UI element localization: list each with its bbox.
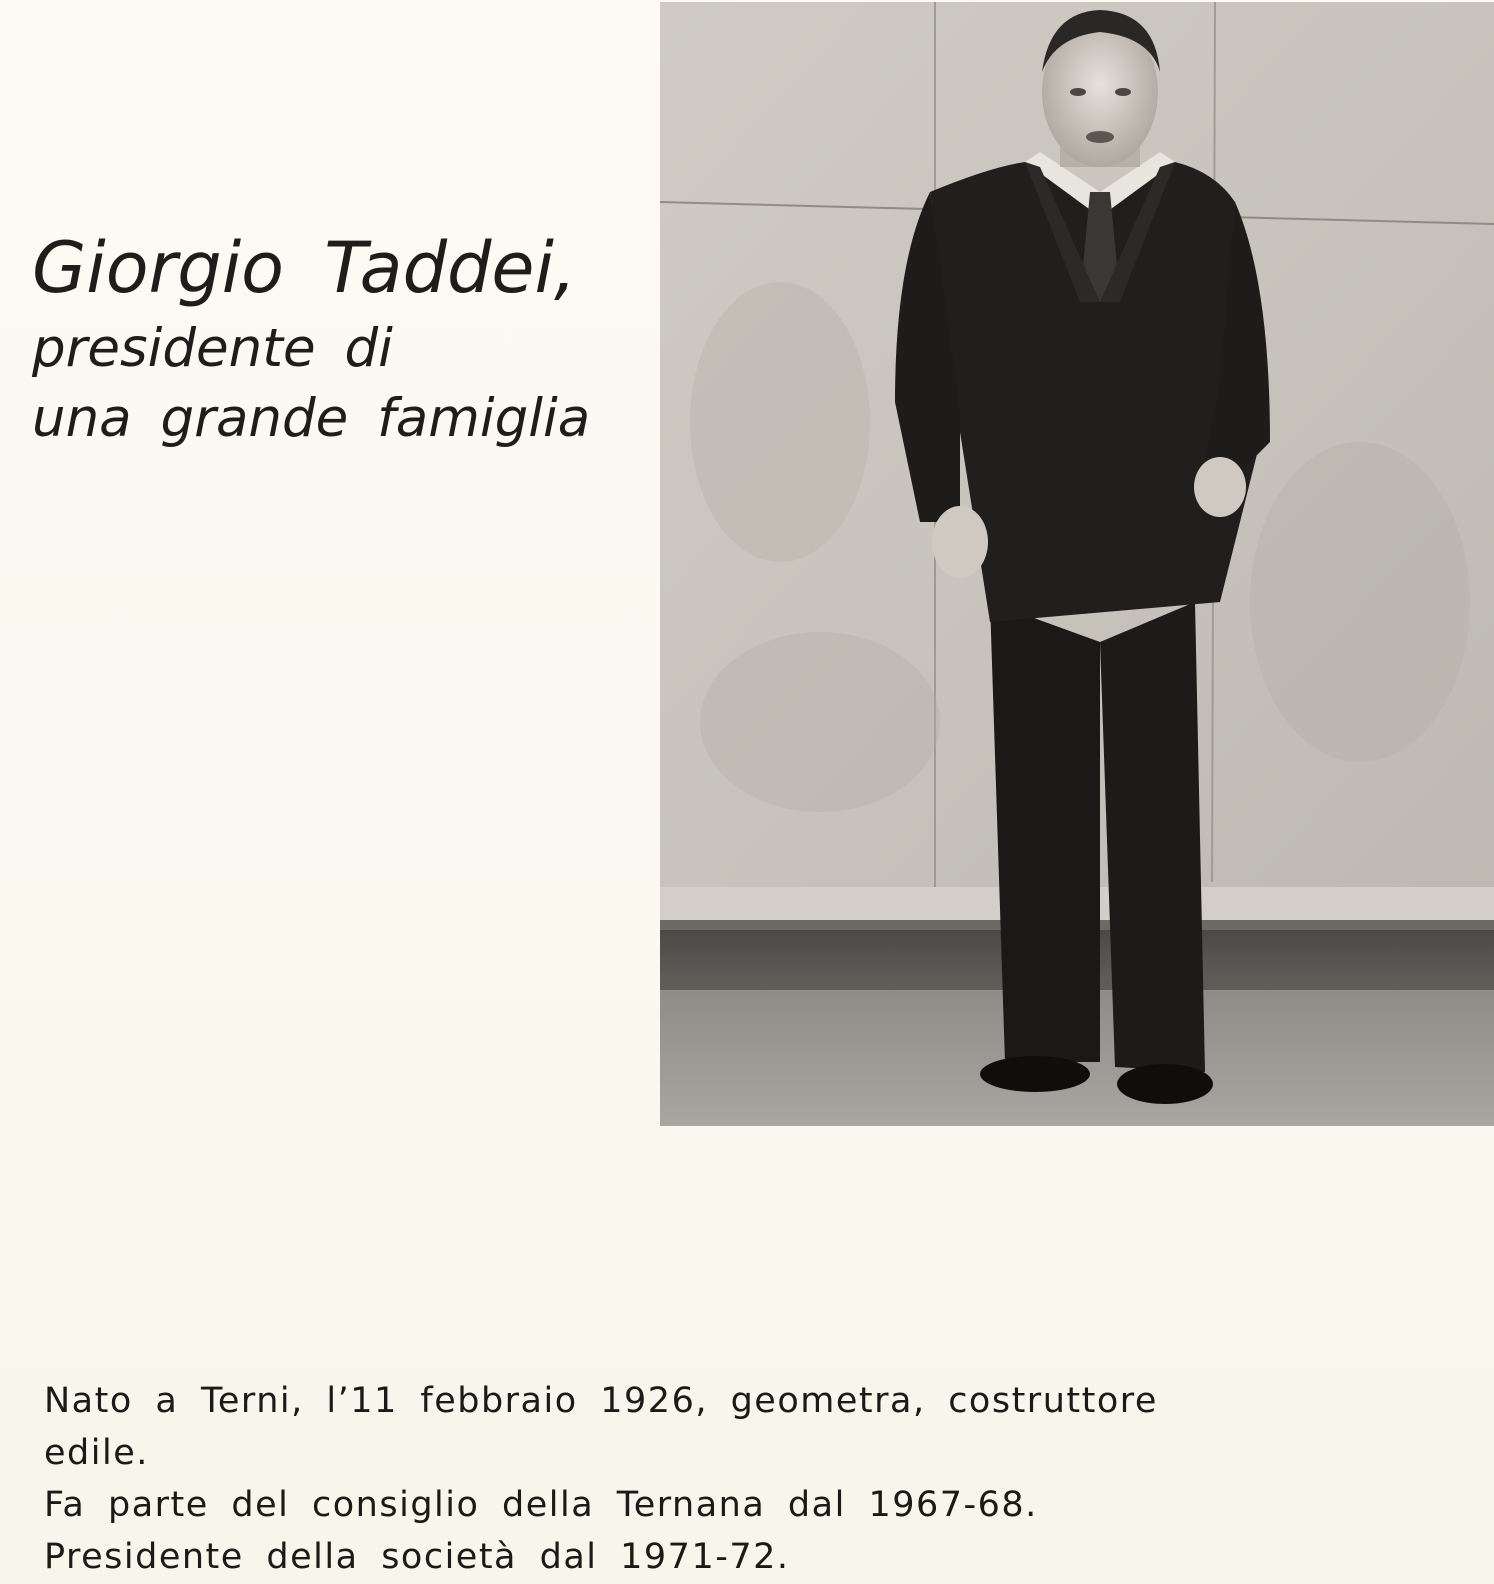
caption-line: Fa parte del consiglio della Ternana dal 1967-68. bbox=[44, 1485, 1038, 1525]
headline-name: Giorgio Taddei, bbox=[32, 227, 577, 309]
caption-line: edile. bbox=[44, 1433, 149, 1473]
headline-subtitle-line2: una grande famiglia bbox=[32, 388, 591, 449]
article-headline bbox=[32, 222, 652, 454]
caption-line: Presidente della società dal 1971-72. bbox=[44, 1537, 790, 1577]
biography-caption bbox=[44, 1375, 1244, 1583]
caption-line: Nato a Terni, l’11 febbraio 1926, geometra, costruttore bbox=[44, 1381, 1158, 1421]
portrait-photo-icon bbox=[660, 2, 1494, 1126]
headline-subtitle-line1: presidente di bbox=[32, 318, 393, 379]
portrait-photo bbox=[660, 2, 1494, 1126]
